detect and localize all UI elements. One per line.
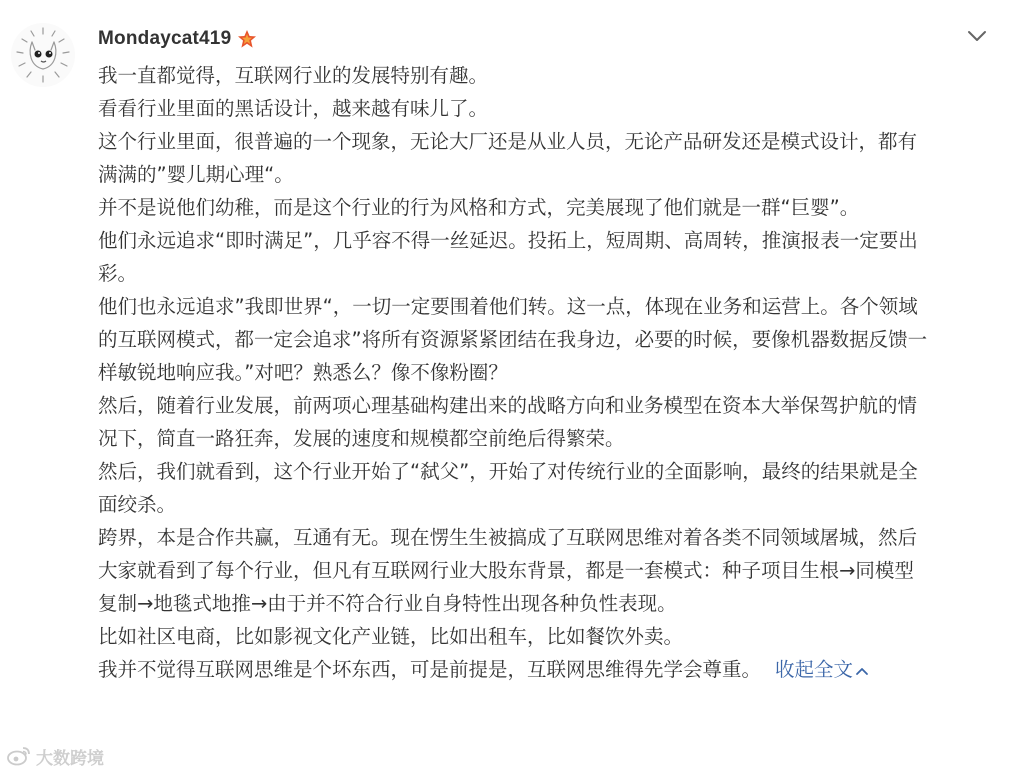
post-line: 样敏锐地响应我。”对吧？熟悉么？像不像粉圈？ bbox=[98, 361, 508, 384]
post-last-line bbox=[98, 653, 994, 686]
post-line: 复制→地毯式地推→由于并不符合行业自身特性出现各种负性表现。 bbox=[98, 592, 677, 615]
post-line: 然后，我们就看到，这个行业开始了“弑父”，开始了对传统行业的全面影响，最终的结果就是全 bbox=[98, 460, 918, 483]
collapse-label: 收起全文 bbox=[775, 658, 854, 681]
post-line: 况下，简直一路狂奔，发展的速度和规模都空前绝后得繁荣。 bbox=[98, 427, 625, 450]
chevron-down-icon[interactable] bbox=[966, 28, 988, 44]
watermark-text: 大数跨境 bbox=[36, 748, 104, 769]
post-line: 跨界，本是合作共赢，互通有无。现在愣生生被搞成了互联网思维对着各类不同领域屠城，然后 bbox=[98, 526, 918, 549]
username[interactable]: Mondaycat419 bbox=[98, 28, 232, 49]
chevron-up-icon bbox=[855, 666, 869, 676]
post-content bbox=[98, 59, 994, 686]
watermark bbox=[6, 742, 104, 770]
avatar-cat-icon bbox=[10, 22, 76, 88]
post-line: 他们也永远追求”我即世界“，一切一定要围着他们转。这一点，体现在业务和运营上。各个领域 bbox=[98, 295, 918, 318]
red-star-icon bbox=[237, 29, 257, 49]
post-line: 的互联网模式，都一定会追求”将所有资源紧紧团结在我身边，必要的时候，要像机器数据反馈一 bbox=[98, 328, 928, 351]
collapse-text-link[interactable] bbox=[775, 658, 869, 681]
post-line: 满满的”婴儿期心理“。 bbox=[98, 163, 294, 186]
post-line: 然后，随着行业发展，前两项心理基础构建出来的战略方向和业务模型在资本大举保驾护航的情 bbox=[98, 394, 918, 417]
post-line: 看看行业里面的黑话设计，越来越有味儿了。 bbox=[98, 97, 489, 120]
post-line: 他们永远追求“即时满足”，几乎容不得一丝延迟。投拓上，短周期、高周转，推演报表一定要出 bbox=[98, 229, 918, 252]
post-line: 大家就看到了每个行业，但凡有互联网行业大股东背景，都是一套模式：种子项目生根→同模型 bbox=[98, 559, 914, 582]
post-line: 这个行业里面，很普遍的一个现象，无论大厂还是从业人员，无论产品研发还是模式设计，都有 bbox=[98, 130, 918, 153]
post-line: 我一直都觉得，互联网行业的发展特别有趣。 bbox=[98, 64, 489, 87]
post-header bbox=[98, 24, 257, 54]
post-line: 比如社区电商，比如影视文化产业链，比如出租车，比如餐饮外卖。 bbox=[98, 625, 684, 648]
post-line: 并不是说他们幼稚，而是这个行业的行为风格和方式，完美展现了他们就是一群“巨婴”。 bbox=[98, 196, 860, 219]
post-line: 彩。 bbox=[98, 262, 138, 285]
weibo-logo-icon bbox=[6, 745, 32, 767]
post-line: 面绞杀。 bbox=[98, 493, 177, 516]
post-line: 我并不觉得互联网思维是个坏东西，可是前提是，互联网思维得先学会尊重。 bbox=[98, 658, 762, 681]
avatar[interactable] bbox=[10, 22, 76, 88]
